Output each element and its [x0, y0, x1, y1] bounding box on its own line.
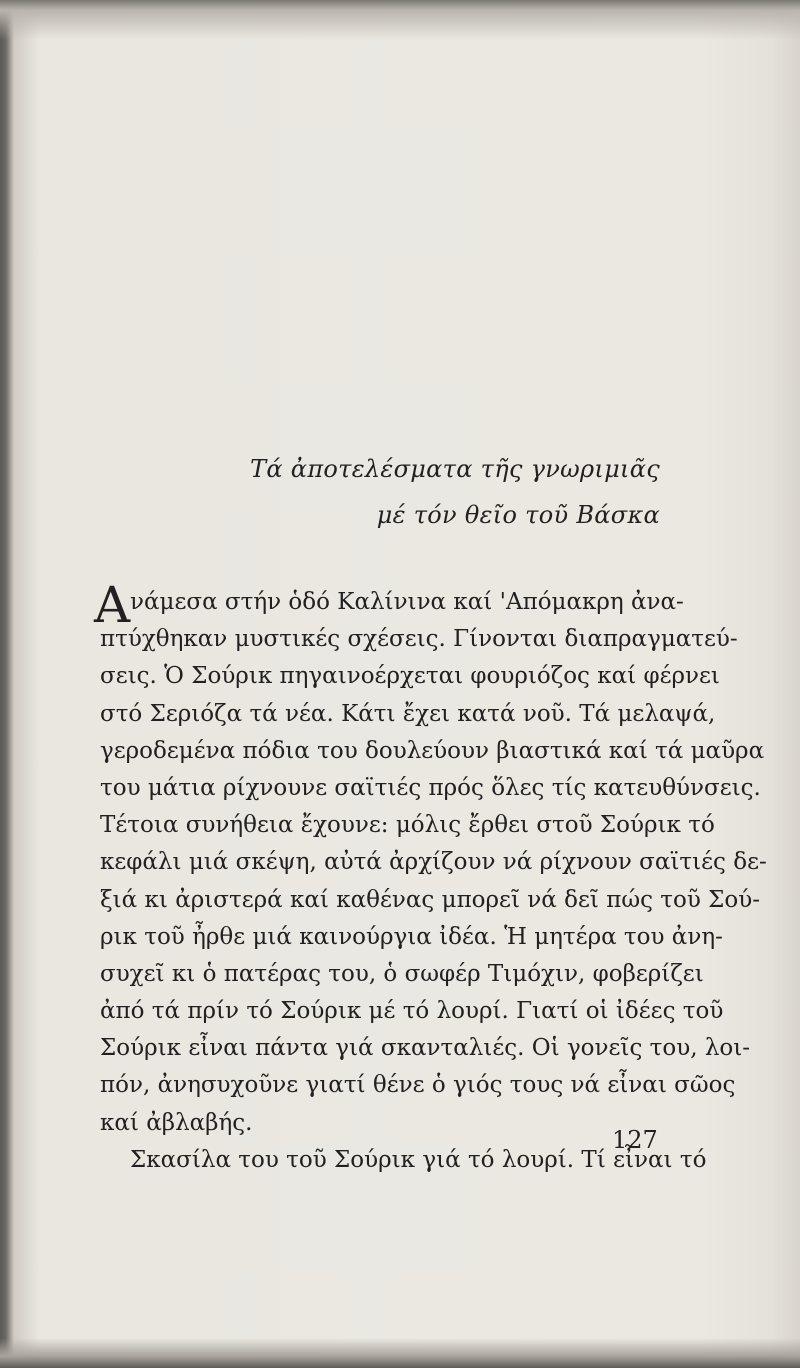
- text-line: Σκασίλα του τοῦ Σούρικ γιά τό λουρί. Τί εἶναι τό: [130, 1146, 707, 1173]
- text-line: ἀπό τά πρίν τό Σούρικ μέ τό λουρί. Γιατί οἱ ἰδέες τοῦ: [100, 998, 724, 1025]
- text-line: ρικ τοῦ ἦρθε μιά καινούργια ἰδέα. Ἡ μητέρα του ἀνη-: [100, 923, 723, 950]
- page-bottom-shadow: [0, 1338, 800, 1368]
- text-line: καί ἀβλαβής.: [100, 1109, 253, 1136]
- text-line: κεφάλι μιά σκέψη, αὐτά ἀρχίζουν νά ρίχνουν σαϊτιές δε-: [100, 849, 767, 876]
- text-line: στό Σεριόζα τά νέα. Κάτι ἔχει κατά νοῦ. Τά μελαψά,: [100, 700, 716, 727]
- text-line: του μάτια ρίχνουνε σαϊτιές πρός ὅλες τίς κατευθύνσεις.: [100, 774, 761, 801]
- text-line: Σούρικ εἶναι πάντα γιά σκανταλιές. Οἱ γονεῖς του, λοι-: [100, 1035, 751, 1062]
- text-line: πτύχθηκαν μυστικές σχέσεις. Γίνονται διαπραγματεύ-: [100, 626, 738, 653]
- page-number: 127: [612, 1126, 658, 1154]
- text-line: συχεῖ κι ὁ πατέρας του, ὁ σωφέρ Τιμόχιν, φοβερίζει: [100, 960, 704, 987]
- chapter-title-line-1: Τά ἀποτελέσματα τῆς γνωριμιᾶς: [250, 455, 660, 483]
- text-line: ξιά κι ἀριστερά καί καθένας μπορεῖ νά δεῖ πώς τοῦ Σού-: [100, 886, 761, 913]
- text-line: Τέτοια συνήθεια ἔχουνε: μόλις ἔρθει στοῦ Σούρικ τό: [100, 812, 715, 839]
- chapter-title: [140, 446, 660, 538]
- text-line: πόν, ἀνησυχοῦνε γιατί θένε ὁ γιός τους νά εἶναι σῶος: [100, 1072, 736, 1099]
- text-line: σεις. Ὁ Σούρικ πηγαινοέρχεται φουριόζος καί φέρνει: [100, 663, 720, 690]
- drop-cap: Α: [94, 576, 131, 634]
- chapter-title-line-2: μέ τόν θεῖο τοῦ Βάσκα: [376, 501, 660, 529]
- text-line: γεροδεμένα πόδια του δουλεύουν βιαστικά καί τά μαῦρα: [100, 737, 765, 764]
- body-text: [94, 576, 767, 1179]
- text-line: νάμεσα στήν ὁδό Καλίνινα καί 'Απόμακρη ἀνα-: [130, 589, 684, 615]
